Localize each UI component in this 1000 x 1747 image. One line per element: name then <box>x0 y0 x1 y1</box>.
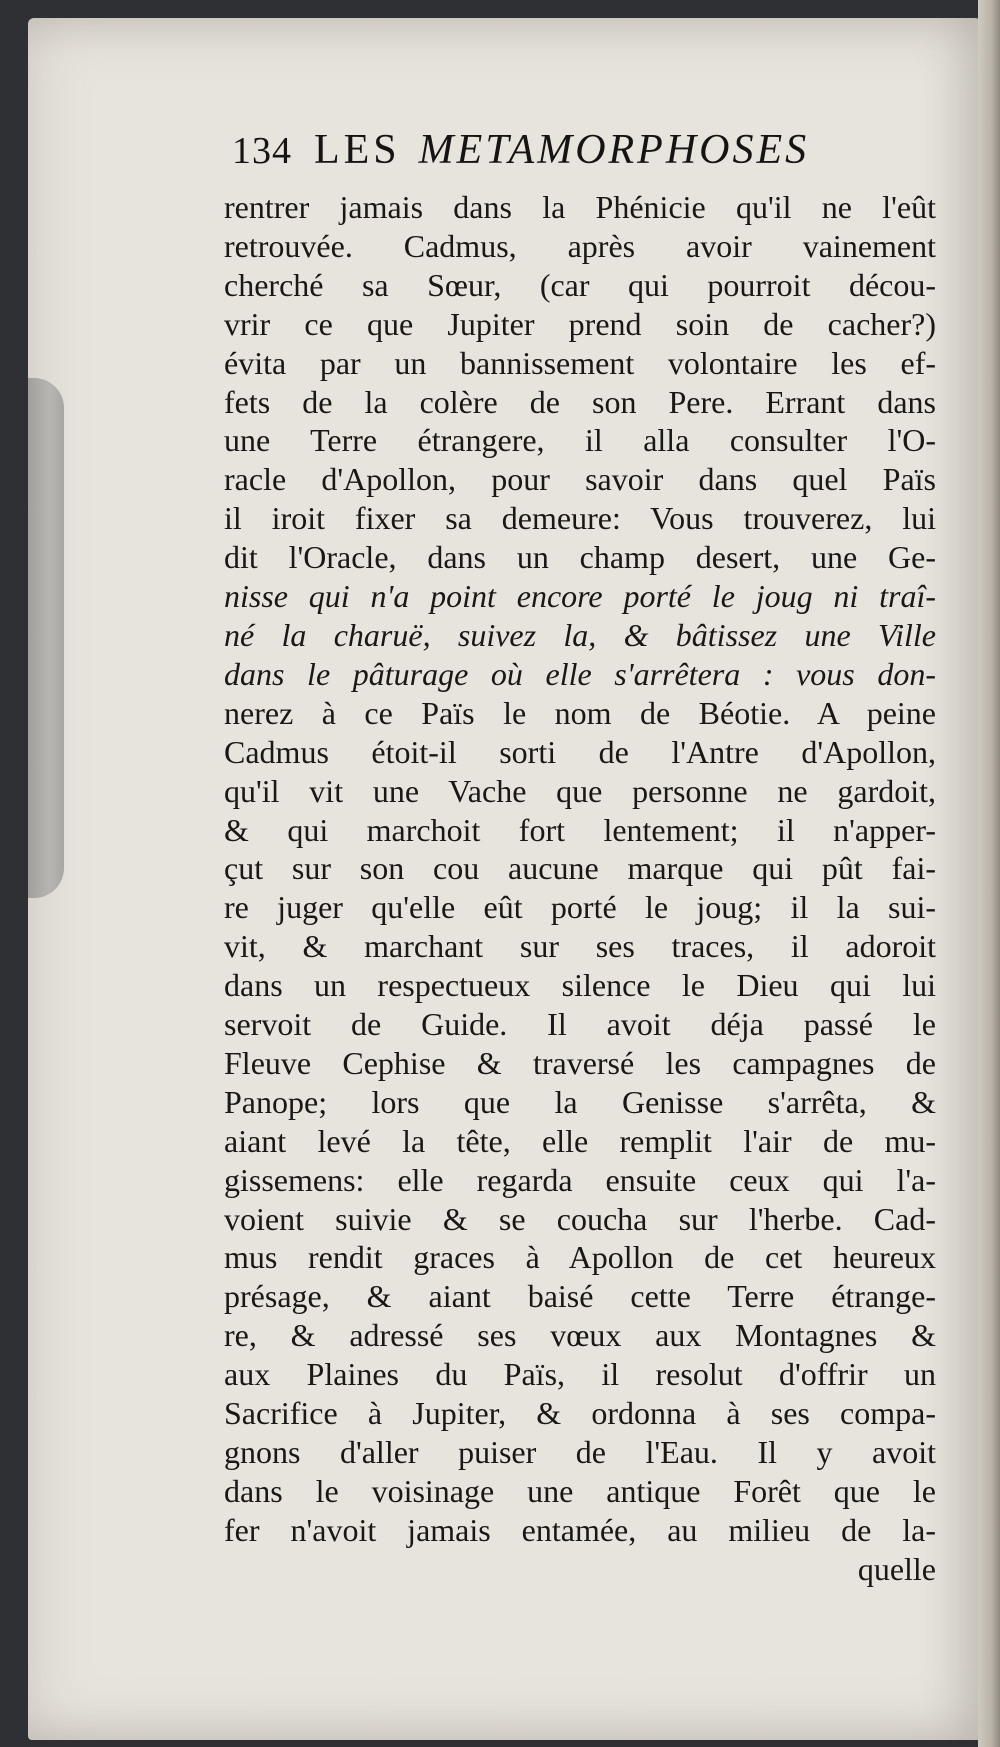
running-title-main: METAMORPHOSES <box>418 127 810 173</box>
running-title <box>314 126 809 174</box>
text-line: né la charuë, suivez la, & bâtissez une Ville <box>224 616 936 653</box>
text-line: Sacrifice à Jupiter, & ordonna à ses compa- <box>224 1395 936 1432</box>
text-line: dans le voisinage une antique Forêt que le <box>224 1472 936 1509</box>
text-line: présage, & aiant baisé cette Terre étrange- <box>224 1278 936 1315</box>
running-header <box>232 126 932 174</box>
text-line: çut sur son cou aucune marque qui pût fai- <box>224 850 936 887</box>
text-line: il iroit fixer sa demeure: Vous trouverez, lui <box>224 500 936 537</box>
text-line: aiant levé la tête, elle remplit l'air de mu- <box>224 1122 936 1159</box>
body-text <box>224 188 936 1589</box>
catchword: quelle <box>857 1550 936 1587</box>
text-line: fets de la colère de son Pere. Errant dans <box>224 383 936 420</box>
text-line: nerez à ce Païs le nom de Béotie. A peine <box>224 694 936 731</box>
page-edge-right <box>978 0 1000 1747</box>
text-line: fer n'avoit jamais entamée, au milieu de la- <box>224 1511 936 1548</box>
text-line: évita par un bannissement volontaire les ef- <box>224 344 936 381</box>
text-line: re, & adressé ses vœux aux Montagnes & <box>224 1317 936 1354</box>
text-line: re juger qu'elle eût porté le joug; il la sui- <box>224 889 936 926</box>
text-line: & qui marchoit fort lentement; il n'apper- <box>224 811 936 848</box>
text-line: retrouvée. Cadmus, après avoir vainement <box>224 227 936 264</box>
text-line: rentrer jamais dans la Phénicie qu'il ne l'eût <box>224 189 936 225</box>
running-title-les: LES <box>314 127 401 173</box>
text-line: cherché sa Sœur, (car qui pourroit décou- <box>224 266 936 303</box>
text-line: vit, & marchant sur ses traces, il adoroit <box>224 928 936 965</box>
text-line: mus rendit graces à Apollon de cet heureux <box>224 1239 936 1276</box>
text-line: gnons d'aller puiser de l'Eau. Il y avoit <box>224 1434 936 1470</box>
text-line: Cadmus étoit-il sorti de l'Antre d'Apollon, <box>224 733 936 770</box>
text-line: Panope; lors que la Genisse s'arrêta, & <box>224 1083 936 1120</box>
text-line: qu'il vit une Vache que personne ne gardoit, <box>224 772 936 809</box>
text-line: Fleuve Cephise & traversé les campagnes de <box>224 1044 936 1081</box>
text-line: servoit de Guide. Il avoit déja passé le <box>224 1006 936 1043</box>
text-line: racle d'Apollon, pour savoir dans quel Païs <box>224 461 936 498</box>
text-line: nisse qui n'a point encore porté le joug ni traî- <box>224 578 936 615</box>
text-line: aux Plaines du Païs, il resolut d'offrir un <box>224 1356 936 1393</box>
text-line: dans le pâturage où elle s'arrêtera : vous don- <box>224 655 936 692</box>
page-shadow-left <box>28 378 64 898</box>
text-line: vrir ce que Jupiter prend soin de cacher?) <box>224 305 936 342</box>
text-line: gissemens: elle regarda ensuite ceux qui l'a- <box>224 1161 936 1198</box>
text-line: dans un respectueux silence le Dieu qui lui <box>224 967 936 1004</box>
text-line: une Terre étrangere, il alla consulter l'O- <box>224 422 936 459</box>
text-line: voient suivie & se coucha sur l'herbe. Cad- <box>224 1200 936 1237</box>
page-number: 134 <box>232 130 292 172</box>
text-line: dit l'Oracle, dans un champ desert, une Ge- <box>224 539 936 576</box>
